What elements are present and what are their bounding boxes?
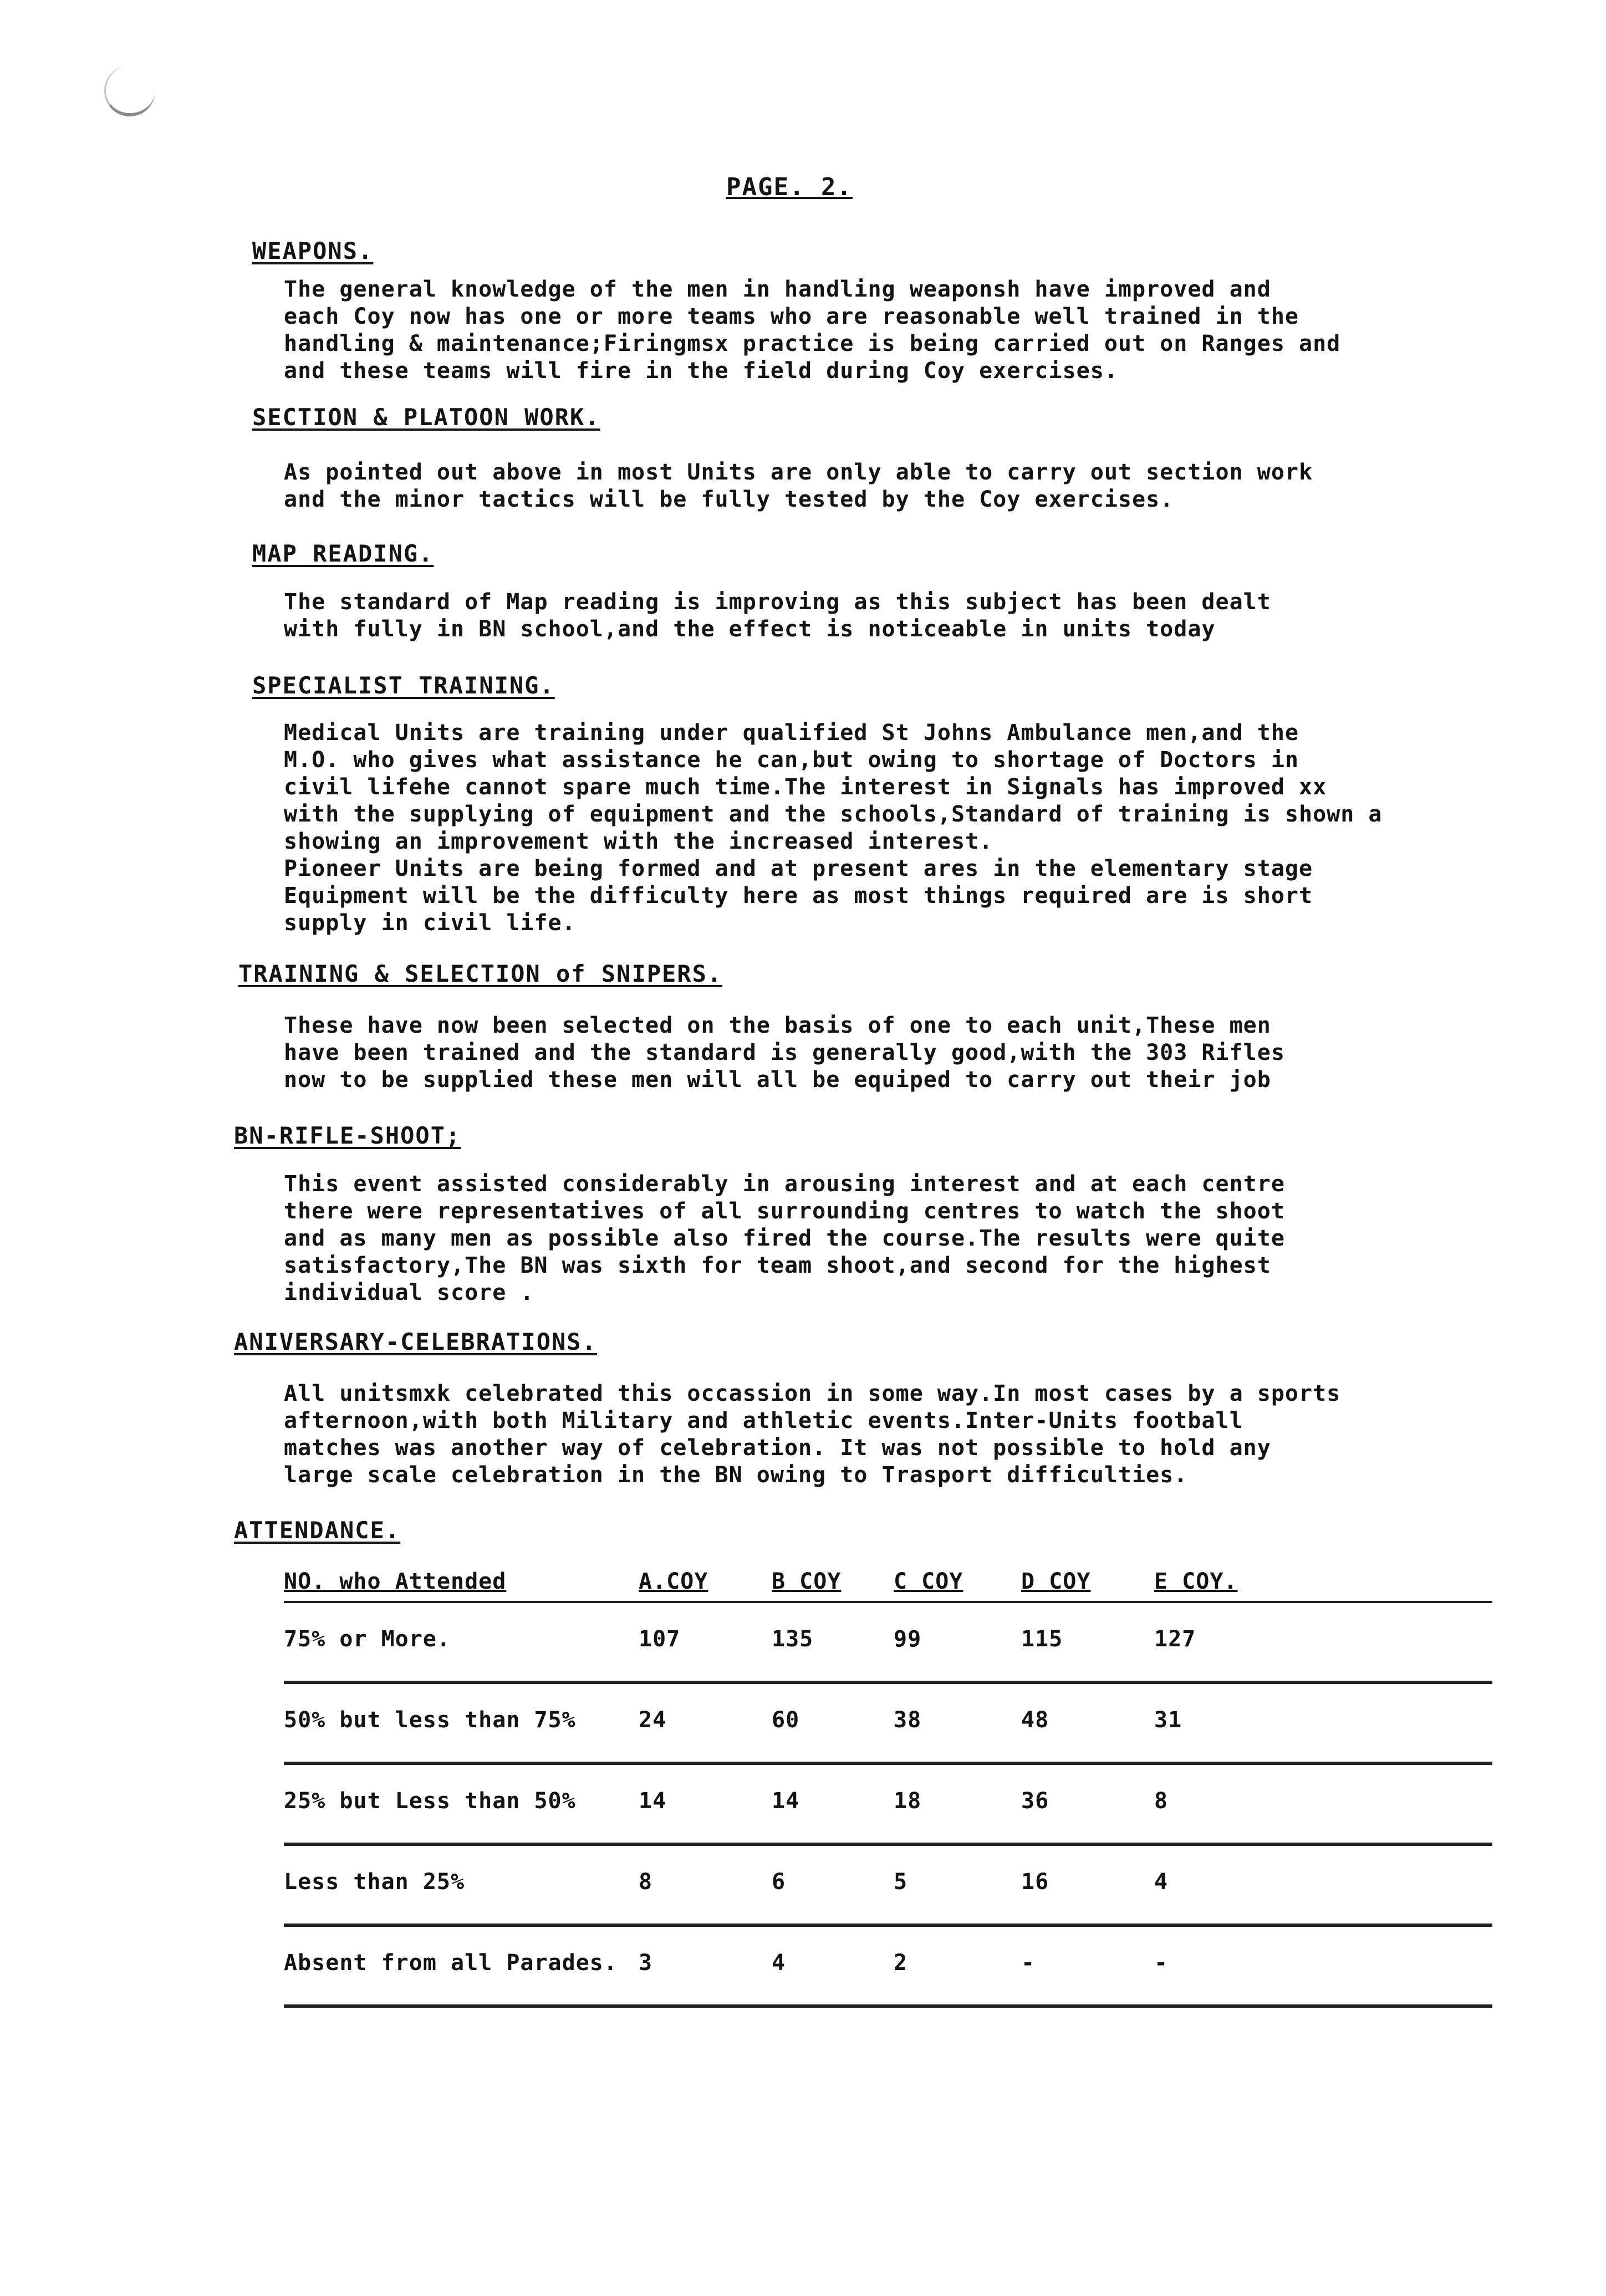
cell-c-coy: 5	[894, 1869, 908, 1895]
paragraph-weapons: The general knowledge of the men in handling weaponsh have improved and each Coy now has one or more teams who are reasonable well trained in the handling & maintenance;Firingmsx practice is being carried out on Ranges and and these teams will fire in the field during Coy exercises.	[284, 277, 1341, 384]
attendance-table-header	[284, 1569, 1492, 1603]
cell-b-coy: 6	[772, 1869, 786, 1895]
table-row	[284, 1684, 1492, 1765]
cell-b-coy: 135	[772, 1626, 814, 1652]
page-number: PAGE. 2.	[726, 173, 853, 201]
cell-e-coy: 8	[1154, 1788, 1169, 1814]
paragraph-aniversary-celebrations: All unitsmxk celebrated this occassion in some way.In most cases by a sports afternoon,with both Military and athletic events.Inter-Units football matches was another way of celebration. It was not possible to hold any large scale celebration in the BN owing to Trasport difficulties.	[284, 1381, 1341, 1488]
header-b-coy: B COY	[772, 1569, 842, 1594]
cell-a-coy: 24	[639, 1707, 667, 1733]
cell-b-coy: 4	[772, 1950, 786, 1976]
cell-a-coy: 107	[639, 1626, 681, 1652]
heading-aniversary-celebrations: ANIVERSARY-CELEBRATIONS.	[234, 1328, 597, 1355]
cell-e-coy: 31	[1154, 1707, 1182, 1733]
cell-a-coy: 14	[639, 1788, 667, 1814]
cell-d-coy: 36	[1021, 1788, 1049, 1814]
cell-d-coy: 16	[1021, 1869, 1049, 1895]
table-row	[284, 1927, 1492, 2008]
table-row	[284, 1603, 1492, 1684]
header-a-coy: A.COY	[639, 1569, 708, 1594]
header-e-coy: E COY.	[1154, 1569, 1238, 1594]
row-label: 75% or More.	[284, 1626, 451, 1652]
cell-e-coy: -	[1154, 1950, 1169, 1976]
row-label: Less than 25%	[284, 1869, 465, 1895]
cell-a-coy: 8	[639, 1869, 653, 1895]
cell-b-coy: 60	[772, 1707, 800, 1733]
cell-c-coy: 18	[894, 1788, 922, 1814]
cell-a-coy: 3	[639, 1950, 653, 1976]
paragraph-bn-rifle-shoot: This event assisted considerably in arousing interest and at each centre there were representatives of all surrounding centres to watch the shoot and as many men as possible also fired the course.The results were quite satisfactory,The BN was sixth for team shoot,and second for the highest individual score .	[284, 1171, 1285, 1305]
header-no-who-attended: NO. who Attended	[284, 1569, 507, 1594]
cell-e-coy: 4	[1154, 1869, 1169, 1895]
row-label: 25% but Less than 50%	[284, 1788, 576, 1814]
row-label: 50% but less than 75%	[284, 1707, 576, 1733]
paragraph-specialist-training: Medical Units are training under qualified St Johns Ambulance men,and the M.O. who gives what assistance he can,but owing to shortage of Doctors in civil lifehe cannot spare much time.The interest in Signals has improved xx with the supplying of equipment and the schools,Standard of training is shown a showing an improvement with the increased interest. Pioneer Units are being formed and at present ares in the elementary stage Equipment will be the difficulty here as most things required are is short supply in civil life.	[284, 720, 1383, 936]
cell-d-coy: -	[1021, 1950, 1036, 1976]
paragraph-training-selection-snipers: These have now been selected on the basis of one to each unit,These men have been trained and the standard is generally good,with the 303 Rifles now to be supplied these men will all be equiped to carry out their job	[284, 1013, 1285, 1093]
punch-hole-mark	[104, 65, 155, 116]
table-row	[284, 1765, 1492, 1846]
heading-training-selection-snipers: TRAINING & SELECTION of SNIPERS.	[238, 960, 723, 987]
table-row	[284, 1846, 1492, 1927]
heading-weapons: WEAPONS.	[252, 237, 374, 264]
heading-section-platoon-work: SECTION & PLATOON WORK.	[252, 404, 600, 431]
heading-bn-rifle-shoot: BN-RIFLE-SHOOT;	[234, 1122, 461, 1149]
cell-c-coy: 38	[894, 1707, 922, 1733]
cell-d-coy: 48	[1021, 1707, 1049, 1733]
heading-specialist-training: SPECIALIST TRAINING.	[252, 672, 555, 699]
attendance-table	[284, 1569, 1492, 2008]
paragraph-section-platoon-work: As pointed out above in most Units are only able to carry out section work and the minor tactics will be fully tested by the Coy exercises.	[284, 460, 1313, 512]
cell-d-coy: 115	[1021, 1626, 1063, 1652]
cell-c-coy: 99	[894, 1626, 922, 1652]
row-label: Absent from all Parades.	[284, 1950, 618, 1976]
paragraph-map-reading: The standard of Map reading is improving as this subject has been dealt with fully in BN school,and the effect is noticeable in units today	[284, 589, 1271, 642]
heading-map-reading: MAP READING.	[252, 540, 434, 567]
cell-b-coy: 14	[772, 1788, 800, 1814]
header-d-coy: D COY	[1021, 1569, 1091, 1594]
cell-c-coy: 2	[894, 1950, 908, 1976]
heading-attendance: ATTENDANCE.	[234, 1517, 401, 1544]
header-c-coy: C COY	[894, 1569, 963, 1594]
cell-e-coy: 127	[1154, 1626, 1196, 1652]
